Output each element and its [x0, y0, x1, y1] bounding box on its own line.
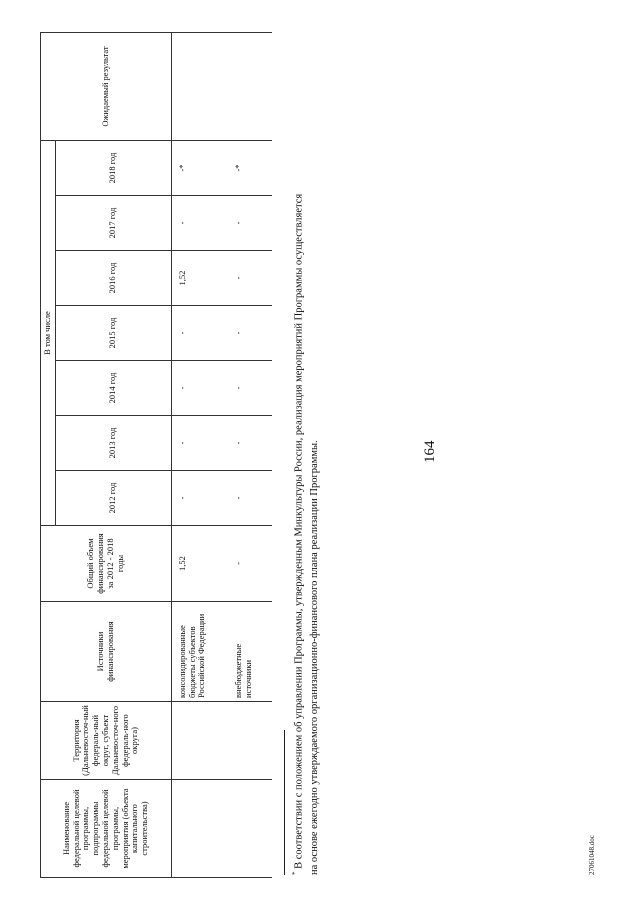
header-year: 2013 год	[55, 416, 171, 471]
cell-source: внебюджетные источники	[232, 602, 272, 702]
cell-total: 1,52	[171, 526, 232, 602]
header-total: Общий объем финансирования за 2012 - 2018 годы	[41, 526, 172, 602]
file-id: 27061048.doc	[588, 835, 596, 875]
footnote-line-1	[290, 35, 307, 875]
cell-empty	[232, 702, 272, 780]
cell-year-value: -	[171, 416, 232, 471]
cell-year-value: 1,52	[171, 251, 232, 306]
cell-year-value: -	[232, 196, 272, 251]
financing-table	[40, 32, 272, 878]
cell-year-value: -	[171, 196, 232, 251]
cell-year-value: -*	[232, 141, 272, 196]
page-number: 164	[422, 440, 438, 463]
cell-year-value: -	[232, 251, 272, 306]
header-year: 2017 год	[55, 196, 171, 251]
cell-year-value: -	[171, 306, 232, 361]
header-including: В том числе	[41, 141, 56, 526]
cell-year-value: -	[232, 306, 272, 361]
header-territory: Территория (Дальневосточ-ный федераль-ный округ, субъект Дальневосточ-ного федераль-ного округа)	[41, 702, 172, 780]
header-expected: Ожидаемый результат	[41, 33, 172, 141]
cell-expected	[232, 33, 272, 141]
table-row	[232, 33, 272, 878]
header-year: 2018 год	[55, 141, 171, 196]
cell-source: консолидированные бюджеты субъектов Российской Федерации	[171, 602, 232, 702]
header-year: 2015 год	[55, 306, 171, 361]
cell-total: -	[232, 526, 272, 602]
cell-year-value: -	[232, 361, 272, 416]
cell-year-value: -	[232, 471, 272, 526]
cell-empty	[171, 780, 232, 878]
cell-year-value: -	[171, 361, 232, 416]
table-row	[171, 33, 232, 878]
cell-expected	[171, 33, 232, 141]
cell-empty	[232, 780, 272, 878]
footnote-text-1: В соответствии с положением об управлении Программы, утвержденным Минкультуры России, реализация мероприятий Программы осуществляется	[293, 193, 305, 869]
footnote	[290, 35, 322, 875]
header-sources: Источники финансирования	[41, 602, 172, 702]
header-year: 2014 год	[55, 361, 171, 416]
cell-empty	[171, 702, 232, 780]
footnote-marker: *	[291, 871, 299, 875]
header-year: 2016 год	[55, 251, 171, 306]
header-year: 2012 год	[55, 471, 171, 526]
footnote-divider	[284, 730, 285, 875]
cell-year-value: -*	[171, 141, 232, 196]
footnote-text-2: на основе ежегодно утверждаемого организационно-финансового плана реализации Программы.	[308, 440, 320, 875]
cell-year-value: -	[171, 471, 232, 526]
cell-year-value: -	[232, 416, 272, 471]
header-program-name: Наименование федеральной целевой программы, подпрограммы федеральной целевой программы, мероприятия (объекта капитального строительства)	[41, 780, 172, 878]
